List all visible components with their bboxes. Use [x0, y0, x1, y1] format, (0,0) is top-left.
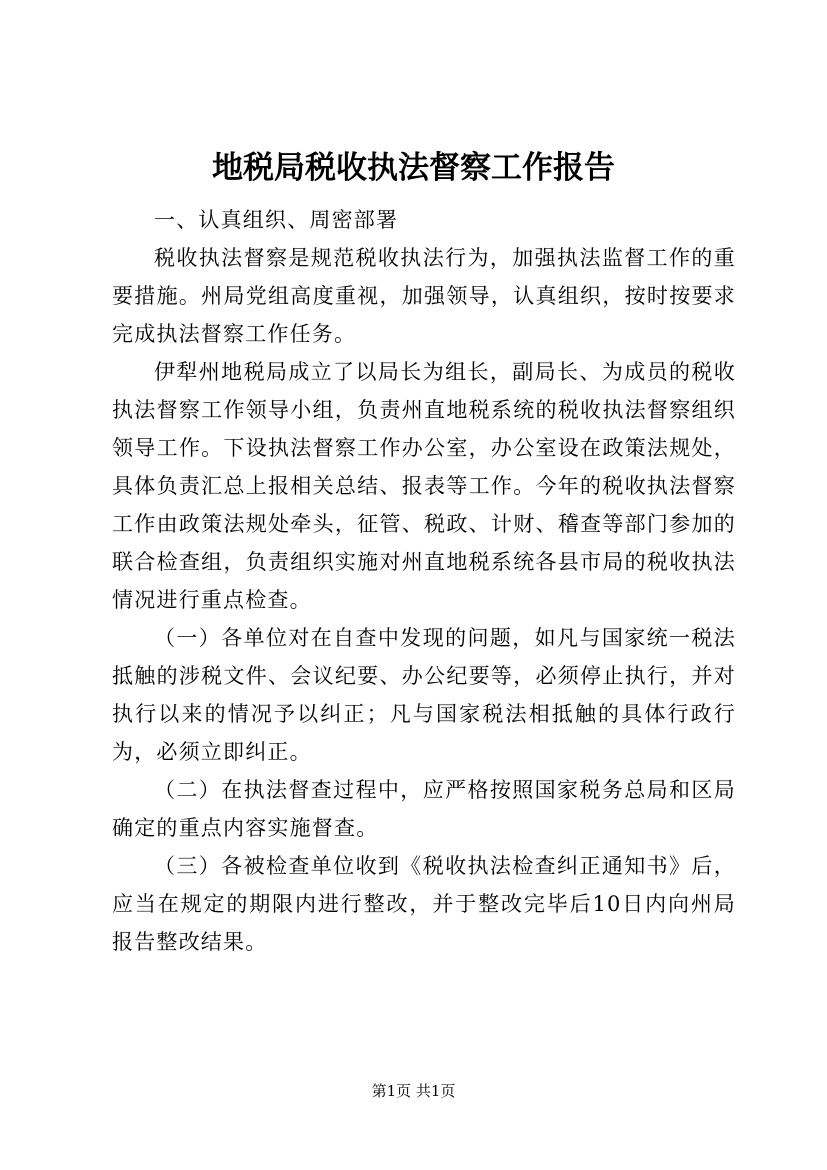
paragraph-4: （二）在执法督查过程中，应严格按照国家税务总局和区局确定的重点内容实施督查。: [112, 778, 736, 840]
document-body: [112, 201, 736, 961]
document-title: 地税局税收执法督察工作报告: [212, 150, 615, 186]
page-footer: 第1页 共1页: [371, 1082, 456, 1100]
paragraph-1: 税收执法督察是规范税收执法行为，加强执法监督工作的重要措施。州局党组高度重视，加强领导，认真组织，按时按要求完成执法督察工作任务。: [112, 246, 736, 346]
paragraph-5: （三）各被检查单位收到《税收执法检查纠正通知书》后，应当在规定的期限内进行整改，并于整改完毕后10日内向州局报告整改结果。: [112, 854, 736, 954]
section-heading: 一、认真组织、周密部署: [154, 208, 399, 232]
paragraph-3: （一）各单位对在自查中发现的问题，如凡与国家统一税法抵触的涉税文件、会议纪要、办公纪要等，必须停止执行，并对执行以来的情况予以纠正；凡与国家税法相抵触的具体行政行为，必须立即纠正。: [112, 626, 736, 764]
paragraph-2: 伊犁州地税局成立了以局长为组长，副局长、为成员的税收执法督察工作领导小组，负责州直地税系统的税收执法督察组织领导工作。下设执法督察工作办公室，办公室设在政策法规处，具体负责汇总上报相关总结、报表等工作。今年的税收执法督察工作由政策法规处牵头，征管、税政、计财、稽查等部门参加的联合检查组，负责组织实施对州直地税系统各县市局的税收执法情况进行重点检查。: [112, 360, 736, 612]
